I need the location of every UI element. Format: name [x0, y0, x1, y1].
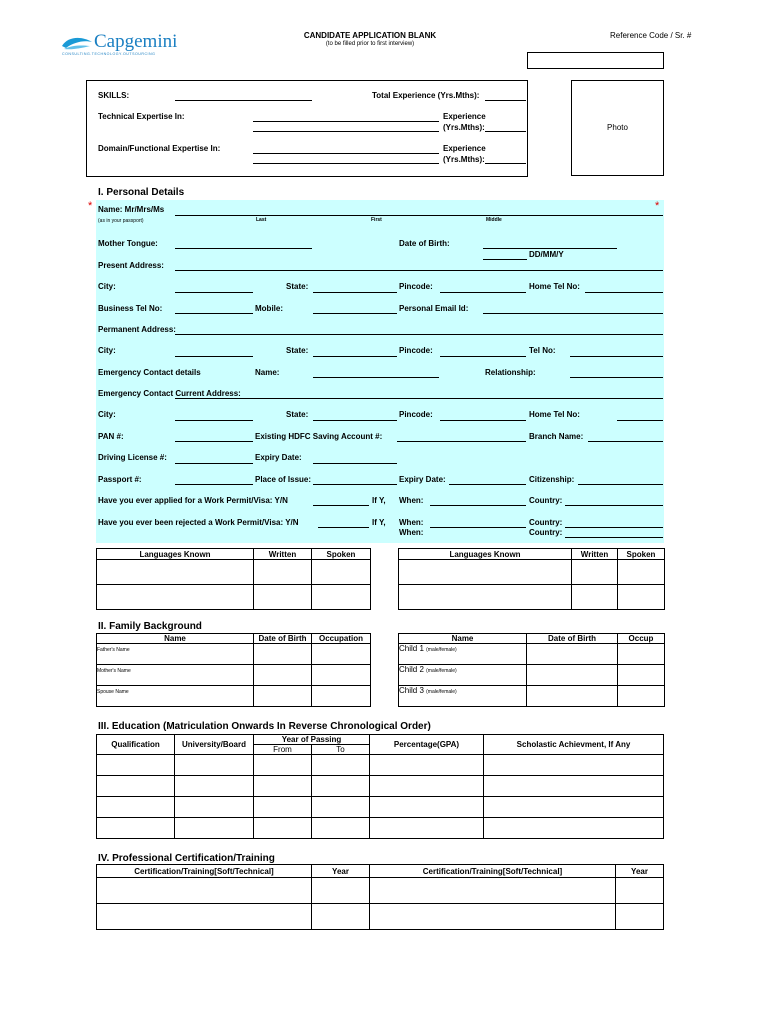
rejected-ify-label: If Y, — [372, 518, 386, 527]
logo-text: Capgemini — [94, 31, 178, 52]
citizenship-input[interactable] — [578, 484, 663, 485]
passport-input[interactable] — [175, 484, 253, 485]
family-background-title: II. Family Background — [98, 621, 202, 632]
technical-expertise-label: Technical Expertise In: — [98, 112, 185, 121]
table-cell[interactable] — [618, 644, 665, 665]
perm-pincode-label: Pincode: — [399, 346, 433, 355]
education-table — [96, 734, 664, 839]
dob-input-2[interactable] — [483, 259, 527, 260]
spoken-header: Spoken — [312, 549, 371, 560]
written-header: Written — [254, 549, 312, 560]
passport-label: Passport #: — [98, 475, 142, 484]
table-row — [97, 797, 664, 818]
tech-experience-label: Experience — [443, 112, 486, 121]
permanent-address-input[interactable] — [175, 334, 663, 335]
rejected-country-input-2[interactable] — [565, 537, 663, 538]
place-issue-input[interactable] — [313, 484, 397, 485]
table-cell[interactable] — [312, 585, 371, 610]
em-city-input[interactable] — [175, 420, 253, 421]
education-title: III. Education (Matriculation Onwards In Reverse Chronological Order) — [98, 721, 431, 732]
university-header: University/Board — [175, 735, 254, 755]
table-cell[interactable] — [312, 818, 370, 839]
child2-label: Child 2 — [399, 665, 424, 674]
family-dob-header: Date of Birth — [254, 634, 312, 644]
table-cell[interactable] — [312, 904, 370, 930]
table-cell[interactable] — [370, 878, 616, 904]
rejected-yn-input[interactable] — [318, 527, 369, 528]
table-cell[interactable] — [312, 878, 370, 904]
table-cell[interactable] — [254, 644, 312, 665]
table-cell[interactable] — [370, 797, 484, 818]
mother-tongue-label: Mother Tongue: — [98, 239, 158, 248]
domain-expertise-input-2[interactable] — [253, 163, 439, 164]
table-cell[interactable] — [370, 818, 484, 839]
tech-experience-input[interactable] — [485, 131, 526, 132]
written-header: Written — [572, 549, 618, 560]
business-tel-input[interactable] — [175, 313, 253, 314]
table-row — [97, 904, 664, 930]
rejected-when-label: When: — [399, 518, 424, 527]
table-cell[interactable] — [254, 665, 312, 686]
present-address-input[interactable] — [175, 270, 663, 271]
table-row — [399, 665, 665, 686]
required-star-right: * — [655, 200, 660, 212]
table-cell[interactable] — [618, 665, 665, 686]
branch-label: Branch Name: — [529, 432, 584, 441]
citizenship-label: Citizenship: — [529, 475, 575, 484]
table-cell[interactable] — [616, 904, 664, 930]
place-issue-label: Place of Issue: — [255, 475, 312, 484]
hdfc-label: Existing HDFC Saving Account #: — [255, 432, 383, 441]
table-cell[interactable] — [254, 818, 312, 839]
table-cell[interactable] — [527, 665, 618, 686]
rejected-country-label: Country: — [529, 518, 563, 527]
mother-name-label: Mother's Name — [97, 668, 131, 674]
table-cell[interactable] — [97, 560, 254, 585]
technical-expertise-input-2[interactable] — [253, 131, 439, 132]
domain-expertise-label: Domain/Functional Expertise In: — [98, 144, 221, 153]
certification-title: IV. Professional Certification/Training — [98, 853, 275, 864]
table-cell[interactable] — [312, 797, 370, 818]
table-cell[interactable] — [484, 755, 664, 776]
table-cell[interactable] — [370, 776, 484, 797]
emergency-address-label: Emergency Contact Current Address: — [98, 389, 241, 398]
rejected-when-label-2: When: — [399, 528, 424, 537]
child1-label: Child 1 — [399, 644, 424, 653]
table-cell[interactable] — [97, 878, 312, 904]
personal-email-input[interactable] — [483, 313, 663, 314]
logo-tagline: CONSULTING.TECHNOLOGY.OUTSOURCING — [62, 52, 156, 56]
table-cell[interactable] — [618, 585, 665, 610]
table-cell[interactable] — [399, 665, 527, 686]
table-cell[interactable] — [97, 665, 254, 686]
child-name-header: Name — [399, 634, 527, 644]
required-star-left: * — [88, 200, 93, 212]
business-tel-label: Business Tel No: — [98, 304, 163, 313]
total-experience-input[interactable] — [485, 100, 526, 101]
name-middle-label: Middle — [486, 217, 502, 223]
table-cell[interactable] — [254, 755, 312, 776]
table-cell[interactable] — [97, 797, 175, 818]
pan-input[interactable] — [175, 441, 253, 442]
work-permit-country-label: Country: — [529, 496, 563, 505]
qualification-header: Qualification — [97, 735, 175, 755]
table-cell[interactable] — [312, 776, 370, 797]
table-row — [399, 686, 665, 707]
table-cell[interactable] — [370, 755, 484, 776]
name-first-label: First — [371, 217, 382, 223]
table-cell[interactable] — [97, 776, 175, 797]
table-cell[interactable] — [527, 686, 618, 707]
child2-gender-hint: (male/female) — [426, 668, 457, 674]
emergency-name-input[interactable] — [313, 377, 439, 378]
driving-input[interactable] — [175, 463, 253, 464]
child3-gender-hint: (male/female) — [426, 689, 457, 695]
rejected-question: Have you ever been rejected a Work Permit/Visa: Y/N — [98, 518, 299, 527]
state-label: State: — [286, 282, 309, 291]
perm-city-label: City: — [98, 346, 116, 355]
table-row — [97, 665, 371, 686]
rejected-when-input[interactable] — [430, 527, 526, 528]
table-cell[interactable] — [399, 644, 527, 665]
year-passing-header: Year of Passing — [254, 735, 370, 745]
table-cell[interactable] — [254, 776, 312, 797]
languages-header: Languages Known — [97, 549, 254, 560]
table-row — [97, 644, 371, 665]
table-row — [399, 560, 665, 585]
table-cell[interactable] — [616, 878, 664, 904]
table-row — [97, 686, 371, 707]
city-input[interactable] — [175, 292, 253, 293]
company-logo — [60, 30, 190, 60]
work-permit-ify-label: If Y, — [372, 496, 386, 505]
table-cell[interactable] — [254, 585, 312, 610]
reference-code-field[interactable] — [527, 52, 664, 69]
mobile-label: Mobile: — [255, 304, 283, 313]
father-name-label: Father's Name — [97, 647, 130, 653]
table-row — [97, 755, 664, 776]
table-cell[interactable] — [572, 560, 618, 585]
scholastic-header: Scholastic Achievment, If Any — [484, 735, 664, 755]
em-home-tel-input[interactable] — [617, 420, 663, 421]
emergency-address-input[interactable] — [175, 398, 663, 399]
table-row — [399, 644, 665, 665]
table-cell[interactable] — [399, 560, 572, 585]
passport-expiry-label: Expiry Date: — [399, 475, 446, 484]
table-cell[interactable] — [312, 755, 370, 776]
skills-input[interactable] — [175, 100, 312, 101]
table-cell[interactable] — [254, 560, 312, 585]
tech-experience-unit: (Yrs.Mths): — [443, 123, 485, 132]
table-cell[interactable] — [97, 585, 254, 610]
percentage-header: Percentage(GPA) — [370, 735, 484, 755]
perm-tel-input[interactable] — [570, 356, 663, 357]
relationship-input[interactable] — [570, 377, 663, 378]
table-cell[interactable] — [484, 776, 664, 797]
certification-table — [96, 864, 664, 930]
passport-expiry-input[interactable] — [449, 484, 526, 485]
name-last-label: Last — [256, 217, 267, 223]
languages-table-left — [96, 548, 371, 610]
table-row — [97, 585, 371, 610]
work-permit-country-input[interactable] — [565, 505, 663, 506]
rejected-country-label-2: Country: — [529, 528, 563, 537]
child-dob-header: Date of Birth — [527, 634, 618, 644]
family-occupation-header: Occupation — [312, 634, 371, 644]
child1-gender-hint: (male/female) — [426, 647, 457, 653]
em-home-tel-label: Home Tel No: — [529, 410, 580, 419]
family-name-header: Name — [97, 634, 254, 644]
driving-label: Driving License #: — [98, 453, 167, 462]
certification-header-2: Certification/Training[Soft/Technical] — [370, 865, 616, 878]
domain-experience-input[interactable] — [485, 163, 526, 164]
cert-year-header-2: Year — [616, 865, 664, 878]
rejected-country-input[interactable] — [565, 527, 663, 528]
present-address-label: Present Address: — [98, 261, 164, 270]
table-cell[interactable] — [97, 818, 175, 839]
child-occupation-header: Occup — [618, 634, 665, 644]
domain-experience-label: Experience — [443, 144, 486, 153]
table-row — [399, 585, 665, 610]
state-input[interactable] — [313, 292, 397, 293]
perm-state-input[interactable] — [313, 356, 397, 357]
driving-expiry-label: Expiry Date: — [255, 453, 302, 462]
relationship-label: Relationship: — [485, 368, 536, 377]
table-cell[interactable] — [399, 686, 527, 707]
em-pincode-label: Pincode: — [399, 410, 433, 419]
reference-code-label: Reference Code / Sr. # — [610, 31, 692, 40]
table-cell[interactable] — [618, 560, 665, 585]
personal-details-title: I. Personal Details — [98, 187, 185, 198]
table-cell[interactable] — [97, 755, 175, 776]
table-row — [97, 776, 664, 797]
table-cell[interactable] — [618, 686, 665, 707]
emergency-details-label: Emergency Contact details — [98, 368, 201, 377]
cert-year-header: Year — [312, 865, 370, 878]
total-experience-label: Total Experience (Yrs.Mths): — [372, 91, 480, 100]
pan-label: PAN #: — [98, 432, 124, 441]
mother-tongue-input[interactable] — [175, 248, 312, 249]
name-label: Name: Mr/Mrs/Ms — [98, 205, 165, 214]
driving-expiry-input[interactable] — [313, 463, 397, 464]
pincode-input[interactable] — [440, 292, 526, 293]
table-cell[interactable] — [254, 686, 312, 707]
table-cell[interactable] — [175, 776, 254, 797]
table-cell[interactable] — [254, 797, 312, 818]
spouse-name-label: Spouse Name — [97, 689, 129, 695]
certification-header: Certification/Training[Soft/Technical] — [97, 865, 312, 878]
permanent-address-label: Permanent Address: — [98, 325, 176, 334]
table-cell[interactable] — [484, 797, 664, 818]
table-cell[interactable] — [175, 797, 254, 818]
perm-pincode-input[interactable] — [440, 356, 526, 357]
table-cell[interactable] — [399, 585, 572, 610]
em-state-input[interactable] — [313, 420, 397, 421]
home-tel-input[interactable] — [585, 292, 663, 293]
table-cell[interactable] — [572, 585, 618, 610]
family-table-left — [96, 633, 371, 707]
name-input[interactable] — [175, 215, 663, 216]
table-cell[interactable] — [312, 686, 371, 707]
branch-input[interactable] — [588, 441, 663, 442]
technical-expertise-input-1[interactable] — [253, 121, 439, 122]
hdfc-input[interactable] — [397, 441, 526, 442]
domain-expertise-input-1[interactable] — [253, 153, 439, 154]
perm-state-label: State: — [286, 346, 309, 355]
em-pincode-input[interactable] — [440, 420, 526, 421]
family-table-right — [398, 633, 665, 707]
mobile-input[interactable] — [313, 313, 397, 314]
to-header: To — [312, 745, 370, 755]
table-cell[interactable] — [97, 644, 254, 665]
table-row — [97, 878, 664, 904]
dob-format: DD/MM/Y — [529, 250, 564, 259]
table-cell[interactable] — [484, 818, 664, 839]
spoken-header: Spoken — [618, 549, 665, 560]
table-row — [97, 818, 664, 839]
table-cell[interactable] — [97, 686, 254, 707]
table-cell[interactable] — [312, 665, 371, 686]
child3-label: Child 3 — [399, 686, 424, 695]
table-cell[interactable] — [97, 904, 312, 930]
dob-input[interactable] — [483, 248, 617, 249]
skills-label: SKILLS: — [98, 91, 130, 100]
form-subtitle: (to be filled prior to first interview) — [325, 41, 415, 47]
from-header: From — [254, 745, 312, 755]
languages-table-right — [398, 548, 665, 610]
pincode-label: Pincode: — [399, 282, 433, 291]
emergency-name-label: Name: — [255, 368, 280, 377]
em-state-label: State: — [286, 410, 309, 419]
form-title: CANDIDATE APPLICATION BLANK — [303, 31, 437, 40]
dob-label: Date of Birth: — [399, 239, 450, 248]
languages-header: Languages Known — [399, 549, 572, 560]
city-label: City: — [98, 282, 116, 291]
logo-swoosh-icon — [60, 34, 94, 52]
work-permit-question: Have you ever applied for a Work Permit/Visa: Y/N — [98, 496, 288, 505]
table-cell[interactable] — [527, 644, 618, 665]
table-cell[interactable] — [370, 904, 616, 930]
home-tel-label: Home Tel No: — [529, 282, 580, 291]
personal-email-label: Personal Email Id: — [399, 304, 469, 313]
table-cell[interactable] — [312, 644, 371, 665]
photo-label: Photo — [607, 123, 628, 132]
table-cell[interactable] — [175, 818, 254, 839]
perm-city-input[interactable] — [175, 356, 253, 357]
name-hint: (as in your passport) — [98, 218, 144, 224]
table-cell[interactable] — [175, 755, 254, 776]
table-row — [97, 560, 371, 585]
work-permit-when-input[interactable] — [430, 505, 526, 506]
perm-tel-label: Tel No: — [529, 346, 556, 355]
domain-experience-unit: (Yrs.Mths): — [443, 155, 485, 164]
work-permit-yn-input[interactable] — [313, 505, 369, 506]
work-permit-when-label: When: — [399, 496, 424, 505]
em-city-label: City: — [98, 410, 116, 419]
table-cell[interactable] — [312, 560, 371, 585]
